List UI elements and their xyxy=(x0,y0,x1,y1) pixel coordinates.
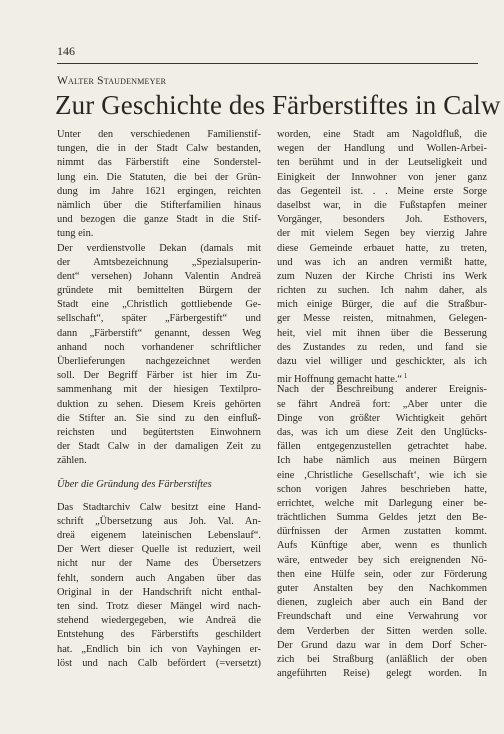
text-line: Der Wert dieser Quelle ist reduziert, weil xyxy=(57,544,261,556)
text-line: gründete mit bemittelten Bürgern der xyxy=(57,285,261,297)
text-line: sammenhang mit der hiesigen Textilpro- xyxy=(57,384,261,396)
text-line: Original in der Handschrift nicht enthal- xyxy=(57,586,261,598)
text-line: dem Verderben der Sitten werden solle. xyxy=(277,625,487,637)
paragraph xyxy=(277,383,487,681)
text-line: Entstehung des Färberstifts geschildert xyxy=(57,629,261,641)
text-line: anhand noch vorhandener schriftlicher xyxy=(57,341,261,353)
text-line: daselbst war, in die Fußstapfen meiner xyxy=(277,199,487,211)
text-line: Aufs Künftige aber, wenn es thunlich xyxy=(277,540,487,552)
text-line: reichsten und begütertsten Einwohnern xyxy=(57,426,261,438)
text-line: Das Stadtarchiv Calw besitzt eine Hand- xyxy=(57,501,261,513)
text-line: und was ich an andren vermißt hatte, xyxy=(277,256,487,268)
right-column xyxy=(277,128,487,681)
text-line: nämlich über die Stifterfamilien hinaus xyxy=(57,199,261,211)
text-line: heit, viel mit ihnen über die Besserung xyxy=(277,327,487,339)
text-line: then eine Hülfe sein, oder zur Förderung xyxy=(277,568,487,580)
text-line: dung im Jahre 1621 ergingen, reichten xyxy=(57,185,261,197)
paragraph xyxy=(57,242,261,469)
text-line: worden, eine Stadt am Nagoldfluß, die xyxy=(277,129,487,140)
text-line: nicht nur der Name des Übersetzers xyxy=(57,558,261,570)
footnote-marker: 1 xyxy=(402,372,408,381)
text-line: fehlt, sondern auch Angaben über das xyxy=(57,572,261,584)
page-number: 146 xyxy=(57,44,75,58)
text-line: dienen, zugleich aber auch ein Band der xyxy=(277,597,487,609)
text-line: fällen entgegenzustellen getrachtet habe. xyxy=(277,441,487,453)
text-line: wegen der Handlung und Wollen-Arbei- xyxy=(277,143,487,155)
text-line: zählen. xyxy=(57,455,87,467)
left-column xyxy=(57,128,261,671)
text-line: Überlieferungen nachgezeichnet werden xyxy=(57,356,261,367)
text-line: stehend wiedergegeben, wie Andreä die xyxy=(57,615,261,627)
text-line: Einigkeit der Innwohner von jener ganz xyxy=(277,171,487,183)
text-line: trächtlichen Summa Geldes jetzt den Be- xyxy=(277,512,487,524)
text-line: der Stadt Calw in der damaligen Zeit zu xyxy=(57,441,261,453)
text-line: ten sind. Trotz dieser Mängel wird nach- xyxy=(57,601,261,612)
text-line: zum Nuzen der Kirche Christi ins Werk xyxy=(277,270,487,282)
text-line: errichtet, welche mit Darlegung einer be- xyxy=(277,497,487,509)
text-line: der Amtsbezeichnung „Spezialsuperin- xyxy=(57,256,261,268)
text-line: Der verdienstvolle Dekan (damals mit xyxy=(57,242,261,254)
paragraph xyxy=(57,501,261,671)
text-line: mir Hoffnung gemacht hatte.“ $^1$ xyxy=(277,372,408,386)
text-line: mich einige Bürger, die auf die Straßbur- xyxy=(277,299,487,311)
text-line: se fährt Andreä fort: „Aber unter die xyxy=(277,398,487,410)
text-line: zich bei Straßburg (anläßlich der oben xyxy=(277,653,487,665)
text-line: ger Messe reisten, mitnahmen, Gelegen- xyxy=(277,313,487,325)
text-line: Ich habe nämlich aus meinen Bürgern xyxy=(277,455,487,467)
text-line: dreä eigenem lateinischen Lebenslauf“. xyxy=(57,530,261,542)
text-line: dazu viel williger und geschickter, als ich xyxy=(277,356,487,367)
text-line: das Gegenteil ist. . . Meine erste Sorge xyxy=(277,185,487,197)
text-line: und bezogen die ganze Stadt in die Stif- xyxy=(57,214,261,226)
text-line: angeführten Reise) gelegt worden. In xyxy=(277,668,487,680)
text-line: richten zu suchen. Ich nahm daher, als xyxy=(277,285,487,297)
text-line: Unter den verschiedenen Familienstif- xyxy=(57,129,261,140)
text-line: Stadt eine „Christlich gottliebende Ge- xyxy=(57,299,261,311)
section-subheading: Über die Gründung des Färberstiftes xyxy=(57,478,212,490)
author-name: Walter Staudenmeyer xyxy=(57,75,167,87)
article-title: Zur Geschichte des Färberstiftes in Calw xyxy=(55,90,501,120)
text-line: ten berühmt und in der Leutseligkeit und xyxy=(277,157,487,169)
text-line: schrift „Übersetzung aus Joh. Val. An- xyxy=(57,515,261,527)
text-line: eine ‚Christliche Gesellschaft‘, wie ich sie xyxy=(277,469,487,481)
text-line: des Zustandes zu reden, und fand sie xyxy=(277,341,487,353)
text-line: schon vorigen Jahres beschrieben hatte, xyxy=(277,483,487,495)
text-line: guter Anstalten bey den Nachkommen xyxy=(277,583,487,594)
text-line: dann „Färberstift“ genannt, dessen Weg xyxy=(57,327,261,339)
text-line: lung ein. Die Statuten, die bei der Grün- xyxy=(57,171,261,183)
text-line: Freundschaft und eine Verwahrung vor xyxy=(277,611,487,623)
text-line: tungen, die in der Stadt Calw bestanden, xyxy=(57,143,261,155)
text-line: diese Gemeinde erbauet hatte, zu treten, xyxy=(277,242,487,254)
text-line: soll. Der Begriff Färber ist hier im Zu- xyxy=(57,370,261,382)
text-line: dürfnissen der Armen zustatten kommt. xyxy=(277,526,487,538)
text-line: Nach der Beschreibung anderer Ereignis- xyxy=(277,384,487,396)
text-line: Der Grund dazu war in dem Dorf Scher- xyxy=(277,639,487,651)
text-line: duktion zu sehen. Diesem Kreis gehörten xyxy=(57,398,261,410)
text-line: sellschaft“, später „Färbergestift“ und xyxy=(57,313,261,325)
text-line: die Stifter an. Sie sind zu den einfluß- xyxy=(57,412,261,424)
text-line: Vorgänger, besonders Joh. Esthovers, xyxy=(277,214,487,226)
text-line: der mit vielem Segen bey vierzig Jahre xyxy=(277,228,487,240)
text-line: wäre, entweder bey sich ereignenden Nö- xyxy=(277,554,487,566)
text-line: löst und nach Calb befördert (=versetzt) xyxy=(57,657,261,669)
text-line: tung ein. xyxy=(57,228,94,240)
text-line: dent“ versehen) Johann Valentin Andreä xyxy=(57,270,261,282)
paragraph xyxy=(277,128,487,386)
text-line: nimmt das Färberstift eine Sonderstel- xyxy=(57,157,261,169)
text-line: hat. „Endlich bin ich von Vayhingen er- xyxy=(57,643,261,655)
paragraph xyxy=(57,128,261,242)
text-line: das, was ich um diese Zeit den Unglücks- xyxy=(277,426,487,438)
text-line: Dinge von größter Wichtigkeit gehört xyxy=(277,412,487,424)
header-rule xyxy=(57,63,478,64)
